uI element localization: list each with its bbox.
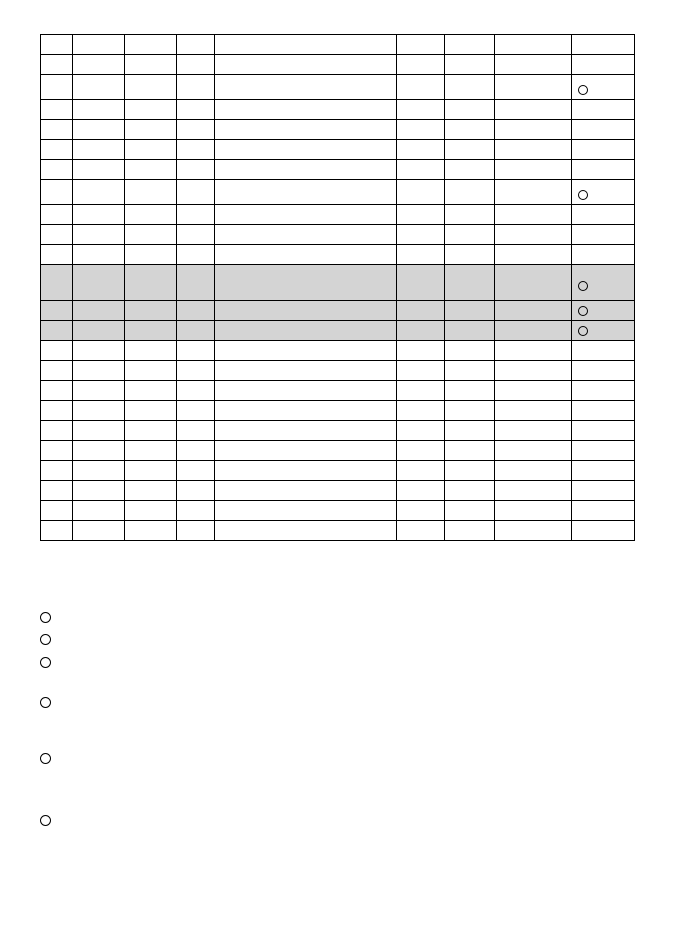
- table-cell: [445, 441, 495, 461]
- table-cell: [572, 421, 635, 441]
- table-cell: [177, 321, 215, 341]
- table-cell: [125, 100, 177, 120]
- table-cell: [41, 421, 73, 441]
- table-cell: [397, 180, 445, 205]
- table-cell: [397, 461, 445, 481]
- table-cell: [397, 301, 445, 321]
- table-row: [41, 361, 635, 381]
- table-cell: [177, 421, 215, 441]
- table-cell: [215, 481, 397, 501]
- table-cell: [41, 140, 73, 160]
- table-cell: [445, 225, 495, 245]
- table-cell: [215, 120, 397, 140]
- table-cell: [397, 401, 445, 421]
- table-cell: [73, 381, 125, 401]
- table-cell: [215, 381, 397, 401]
- table-cell: [125, 265, 177, 301]
- table-cell: [177, 341, 215, 361]
- table-cell: [177, 160, 215, 180]
- table-cell: [397, 225, 445, 245]
- table-cell: [125, 481, 177, 501]
- table-cell: [73, 100, 125, 120]
- table-cell: [41, 461, 73, 481]
- table-cell: [495, 140, 572, 160]
- table-cell: [445, 205, 495, 225]
- table-cell: [445, 381, 495, 401]
- table-cell: [41, 301, 73, 321]
- circle-marker-icon: [578, 85, 588, 95]
- table-cell: [41, 35, 73, 55]
- table-cell: [445, 401, 495, 421]
- table-cell: [572, 120, 635, 140]
- circle-marker-icon: [578, 281, 588, 291]
- table-cell: [73, 441, 125, 461]
- circle-marker-icon: [40, 657, 51, 668]
- table-cell: [445, 301, 495, 321]
- table-cell: [572, 521, 635, 541]
- table-cell: [495, 265, 572, 301]
- table-cell: [177, 180, 215, 205]
- table-cell: [177, 381, 215, 401]
- table-cell: [572, 481, 635, 501]
- table-row: [41, 421, 635, 441]
- table-cell: [177, 120, 215, 140]
- table-cell: [125, 461, 177, 481]
- table-cell: [177, 140, 215, 160]
- table-cell: [572, 180, 635, 205]
- table-cell: [215, 55, 397, 75]
- table-cell: [41, 120, 73, 140]
- table-cell: [495, 120, 572, 140]
- table-row: [41, 245, 635, 265]
- table-cell: [215, 341, 397, 361]
- table-row: [41, 461, 635, 481]
- table-cell: [495, 461, 572, 481]
- table-cell: [572, 35, 635, 55]
- table-cell: [572, 100, 635, 120]
- table-cell: [215, 501, 397, 521]
- table-cell: [125, 245, 177, 265]
- table-cell: [215, 180, 397, 205]
- table-cell: [177, 441, 215, 461]
- table-cell: [41, 481, 73, 501]
- table-cell: [41, 245, 73, 265]
- table-cell: [572, 265, 635, 301]
- circle-marker-icon: [578, 306, 588, 316]
- table-cell: [73, 461, 125, 481]
- table-cell: [572, 361, 635, 381]
- table-cell: [125, 501, 177, 521]
- table-cell: [73, 421, 125, 441]
- table-cell: [73, 341, 125, 361]
- table-cell: [125, 341, 177, 361]
- table-cell: [215, 75, 397, 100]
- table-cell: [41, 361, 73, 381]
- table-row: [41, 75, 635, 100]
- table-cell: [445, 461, 495, 481]
- table-cell: [215, 265, 397, 301]
- table-cell: [495, 481, 572, 501]
- table-cell: [177, 401, 215, 421]
- table-cell: [125, 441, 177, 461]
- table-cell: [397, 55, 445, 75]
- table-cell: [215, 205, 397, 225]
- table-cell: [215, 225, 397, 245]
- table-row: [41, 120, 635, 140]
- table-cell: [73, 401, 125, 421]
- table-cell: [445, 521, 495, 541]
- table-cell: [177, 481, 215, 501]
- table-cell: [73, 501, 125, 521]
- table-cell: [215, 160, 397, 180]
- table-cell: [445, 501, 495, 521]
- table-row: [41, 160, 635, 180]
- table-cell: [445, 421, 495, 441]
- table-cell: [215, 35, 397, 55]
- table-cell: [215, 301, 397, 321]
- table-cell: [397, 75, 445, 100]
- table-cell: [572, 55, 635, 75]
- table-cell: [397, 321, 445, 341]
- table-cell: [73, 140, 125, 160]
- table-cell: [495, 100, 572, 120]
- table-cell: [73, 225, 125, 245]
- table-cell: [495, 421, 572, 441]
- table-cell: [445, 481, 495, 501]
- table-cell: [177, 205, 215, 225]
- table-cell: [73, 481, 125, 501]
- table-cell: [41, 401, 73, 421]
- table-cell: [73, 301, 125, 321]
- table-cell: [572, 341, 635, 361]
- table-cell: [177, 361, 215, 381]
- table-cell: [397, 501, 445, 521]
- table-cell: [73, 180, 125, 205]
- table-row: [41, 55, 635, 75]
- table-cell: [572, 245, 635, 265]
- table-cell: [125, 301, 177, 321]
- table-cell: [41, 55, 73, 75]
- table-cell: [397, 245, 445, 265]
- table-cell: [445, 140, 495, 160]
- table-cell: [495, 160, 572, 180]
- table-cell: [572, 205, 635, 225]
- table-row: [41, 501, 635, 521]
- table-cell: [495, 180, 572, 205]
- table-cell: [495, 501, 572, 521]
- table-cell: [177, 35, 215, 55]
- table-cell: [572, 501, 635, 521]
- circle-marker-icon: [40, 697, 51, 708]
- table-row: [41, 100, 635, 120]
- table-cell: [445, 100, 495, 120]
- table-cell: [397, 265, 445, 301]
- circle-marker-icon: [40, 753, 51, 764]
- table-cell: [125, 521, 177, 541]
- table-cell: [445, 361, 495, 381]
- table-cell: [177, 501, 215, 521]
- table-cell: [572, 160, 635, 180]
- table-cell: [495, 361, 572, 381]
- table-cell: [215, 461, 397, 481]
- table-cell: [73, 120, 125, 140]
- table-row: [41, 481, 635, 501]
- table-row: [41, 301, 635, 321]
- table-cell: [41, 341, 73, 361]
- table-cell: [445, 321, 495, 341]
- table-cell: [445, 265, 495, 301]
- table-cell: [177, 301, 215, 321]
- table-cell: [41, 521, 73, 541]
- table-cell: [445, 55, 495, 75]
- table-cell: [495, 205, 572, 225]
- table-cell: [495, 341, 572, 361]
- table-cell: [41, 100, 73, 120]
- table-cell: [41, 160, 73, 180]
- table-cell: [397, 381, 445, 401]
- table-cell: [397, 361, 445, 381]
- table-cell: [495, 225, 572, 245]
- table-cell: [215, 521, 397, 541]
- table-cell: [41, 265, 73, 301]
- table-cell: [572, 401, 635, 421]
- table-cell: [397, 421, 445, 441]
- table-cell: [397, 441, 445, 461]
- table-cell: [41, 321, 73, 341]
- table-cell: [177, 245, 215, 265]
- table-cell: [572, 301, 635, 321]
- table-cell: [177, 461, 215, 481]
- table-cell: [41, 225, 73, 245]
- table-cell: [177, 100, 215, 120]
- table-cell: [397, 521, 445, 541]
- table-row: [41, 225, 635, 245]
- table-row: [41, 35, 635, 55]
- table-cell: [445, 341, 495, 361]
- table-cell: [397, 120, 445, 140]
- table-cell: [495, 55, 572, 75]
- table-cell: [495, 321, 572, 341]
- circle-marker-icon: [578, 326, 588, 336]
- table-cell: [73, 55, 125, 75]
- table-cell: [495, 441, 572, 461]
- table-cell: [215, 100, 397, 120]
- table-cell: [445, 35, 495, 55]
- table-cell: [41, 180, 73, 205]
- table-cell: [125, 75, 177, 100]
- table-cell: [572, 441, 635, 461]
- table-cell: [215, 401, 397, 421]
- table-cell: [41, 381, 73, 401]
- circle-marker-icon: [40, 612, 51, 623]
- table-cell: [125, 225, 177, 245]
- table-cell: [177, 55, 215, 75]
- table-cell: [125, 321, 177, 341]
- table-cell: [73, 521, 125, 541]
- table-cell: [215, 245, 397, 265]
- table-cell: [495, 245, 572, 265]
- table-cell: [41, 205, 73, 225]
- table-row: [41, 401, 635, 421]
- table-cell: [73, 265, 125, 301]
- table-cell: [177, 75, 215, 100]
- table-cell: [177, 521, 215, 541]
- table-cell: [572, 461, 635, 481]
- table-cell: [73, 205, 125, 225]
- table-cell: [125, 120, 177, 140]
- table-row: [41, 265, 635, 301]
- table-cell: [125, 160, 177, 180]
- table-row: [41, 205, 635, 225]
- table-cell: [445, 160, 495, 180]
- data-table: [40, 34, 635, 541]
- table-cell: [397, 341, 445, 361]
- table-row: [41, 341, 635, 361]
- table-cell: [445, 245, 495, 265]
- table-cell: [215, 321, 397, 341]
- table-cell: [215, 140, 397, 160]
- table-row: [41, 441, 635, 461]
- table-cell: [397, 205, 445, 225]
- table-cell: [73, 245, 125, 265]
- table-cell: [177, 265, 215, 301]
- table-cell: [445, 120, 495, 140]
- table-cell: [73, 160, 125, 180]
- table-cell: [495, 381, 572, 401]
- table-row: [41, 381, 635, 401]
- table-cell: [125, 55, 177, 75]
- table-cell: [572, 140, 635, 160]
- table-cell: [397, 160, 445, 180]
- circle-marker-icon: [578, 190, 588, 200]
- table-cell: [125, 140, 177, 160]
- table-cell: [73, 321, 125, 341]
- table-cell: [397, 140, 445, 160]
- table-row: [41, 180, 635, 205]
- table-cell: [125, 421, 177, 441]
- table-cell: [73, 35, 125, 55]
- table-cell: [41, 75, 73, 100]
- table-cell: [177, 225, 215, 245]
- table-cell: [495, 521, 572, 541]
- table-cell: [125, 180, 177, 205]
- circle-marker-icon: [40, 815, 51, 826]
- table-cell: [572, 75, 635, 100]
- table-cell: [397, 35, 445, 55]
- table-cell: [215, 421, 397, 441]
- table-cell: [495, 401, 572, 421]
- circle-marker-icon: [40, 634, 51, 645]
- table-cell: [572, 321, 635, 341]
- table-row: [41, 140, 635, 160]
- table-cell: [572, 225, 635, 245]
- table-cell: [41, 441, 73, 461]
- table-cell: [73, 361, 125, 381]
- table-cell: [125, 401, 177, 421]
- table-cell: [495, 301, 572, 321]
- table-cell: [215, 361, 397, 381]
- table-cell: [495, 75, 572, 100]
- table-cell: [397, 100, 445, 120]
- table-cell: [41, 501, 73, 521]
- table-cell: [397, 481, 445, 501]
- table-cell: [572, 381, 635, 401]
- table-row: [41, 521, 635, 541]
- table-cell: [215, 441, 397, 461]
- table-cell: [445, 180, 495, 205]
- table-cell: [125, 205, 177, 225]
- table-cell: [125, 381, 177, 401]
- table-row: [41, 321, 635, 341]
- table-cell: [495, 35, 572, 55]
- table-cell: [445, 75, 495, 100]
- table-cell: [73, 75, 125, 100]
- table-cell: [125, 35, 177, 55]
- table-cell: [125, 361, 177, 381]
